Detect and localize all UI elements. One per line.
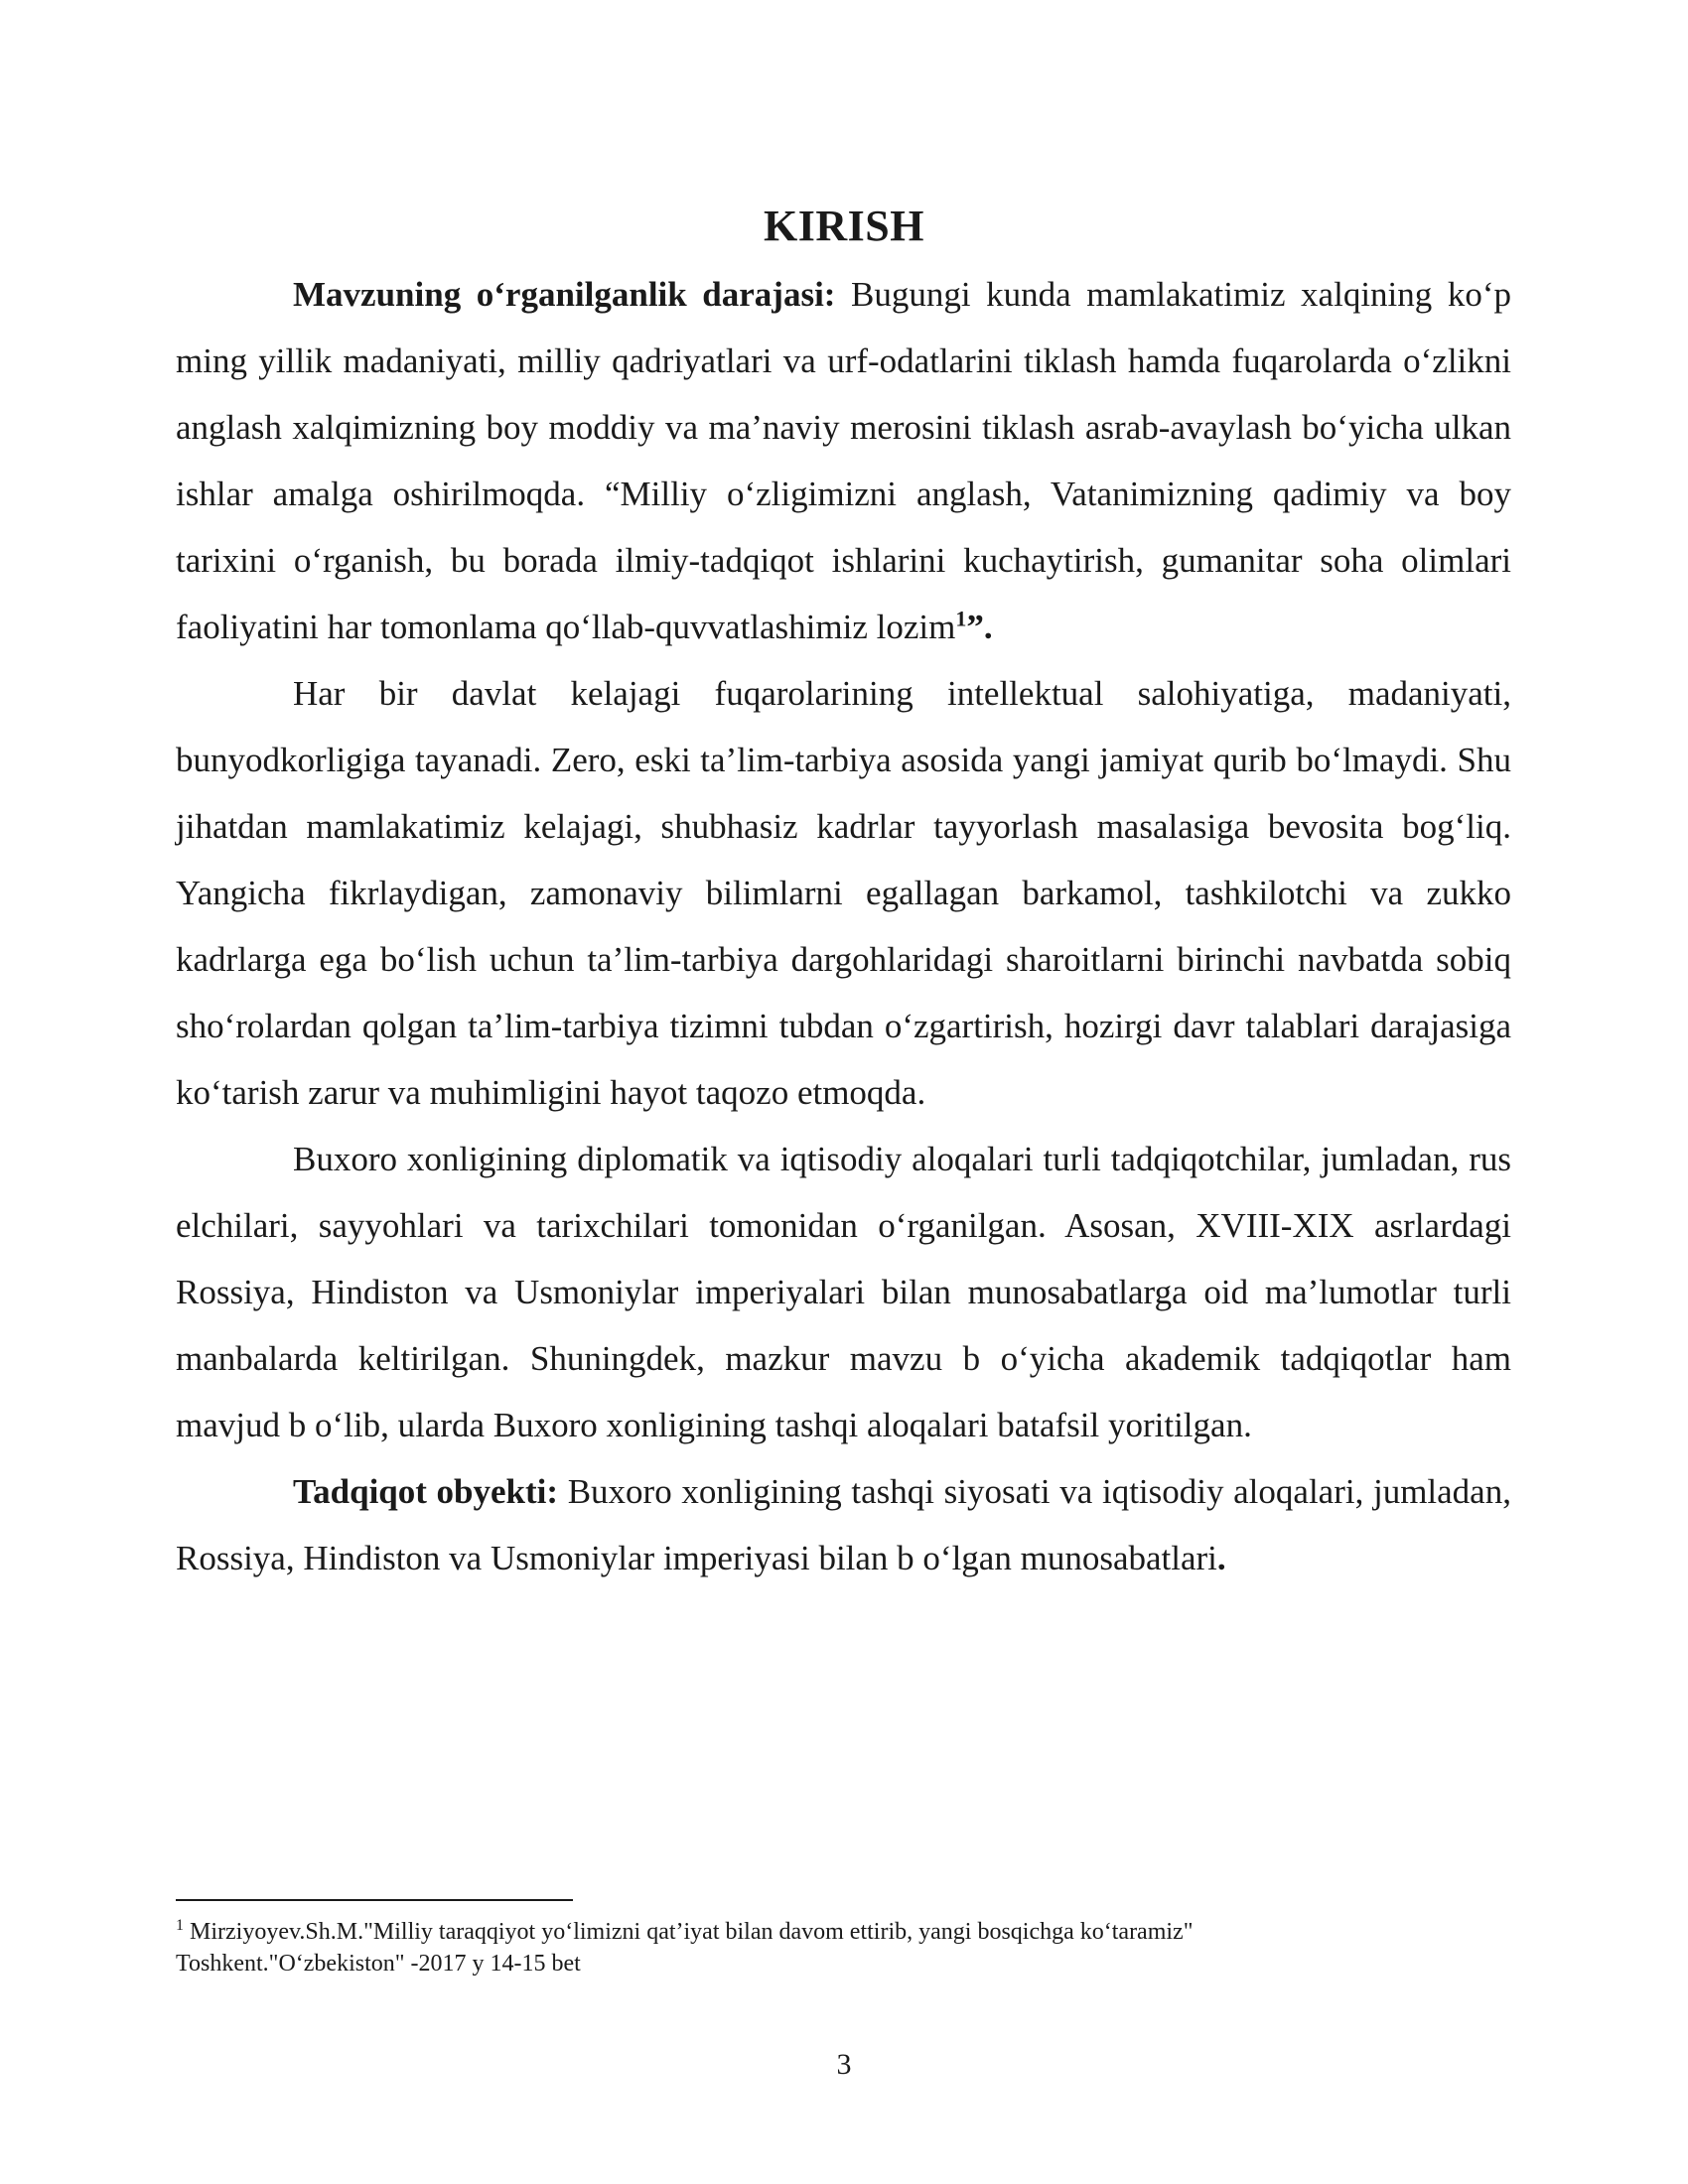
- paragraph-research-degree: [176, 261, 1511, 660]
- footnote-mark: 1: [176, 1917, 184, 1934]
- paragraph-lead: Tadqiqot obyekti:: [293, 1472, 559, 1511]
- paragraph-text: Har bir davlat kelajagi fuqarolarining intellektual salohiyatiga, madaniyati, bunyodkorligiga tayanadi. Zero, eski ta’lim-tarbiya asosida yangi jamiyat qurib bo‘lmaydi. Shu jihatdan mamlakatimiz kelajagi, shubhasiz kadrlar tayyorlash masalasiga bevosita bog‘liq. Yangicha fikrlaydigan, zamonaviy bilimlarni egallagan barkamol, tashkilotchi va zukko kadrlarga ega bo‘lish uchun ta’lim-tarbiya dargohlaridagi sharoitlarni birinchi navbatda sobiq sho‘rolardan qolgan ta’lim-tarbiya tizimni tubdan o‘zgartirish, hozirgi davr talablari darajasiga ko‘tarish zarur va muhimligini hayot taqozo etmoqda.: [176, 674, 1511, 1112]
- paragraph-end-mark: .: [1216, 1539, 1226, 1577]
- paragraph-bukhara-relations: [176, 1126, 1511, 1458]
- page-number: 3: [836, 2048, 852, 2081]
- paragraph-text: Bugungi kunda mamlakatimiz xalqining ko‘p ming yillik madaniyati, milliy qadriyatlari va urf-odatlarini tiklash hamda fuqarolarda o‘zlikni anglash xalqimizning boy moddiy va ma’naviy merosini tiklash asrab-avaylash bo‘yicha ulkan ishlar amalga oshirilmoqda. “Milliy o‘zligimizni anglash, Vatanimizning qadimiy va boy tarixini o‘rganish, bu borada ilmiy-tadqiqot ishlarini kuchaytirish, gumanitar soha olimlari faoliyatini har tomonlama qo‘llab-quvvatlashimiz lozim: [176, 275, 1511, 646]
- body-text: [176, 261, 1511, 1591]
- footnote-line-1: [176, 1916, 1511, 1948]
- paragraph-text: Buxoro xonligining diplomatik va iqtisodiy aloqalari turli tadqiqotchilar, jumladan, rus elchilari, sayyohlari va tarixchilari tomonidan o‘rganilgan. Asosan, XVIII-XIX asrlardagi Rossiya, Hindiston va Usmoniylar imperiyalari bilan munosabatlarga oid ma’lumotlar turli manbalarda keltirilgan. Shuningdek, mazkur mavzu b o‘yicha akademik tadqiqotlar ham mavjud b o‘lib, ularda Buxoro xonligining tashqi aloqalari batafsil yoritilgan.: [176, 1140, 1511, 1444]
- footnote-divider: [176, 1899, 573, 1901]
- quote-close: ”.: [966, 608, 993, 646]
- footnote: [176, 1916, 1511, 1979]
- footnote-line-2: Toshkent."O‘zbekiston" -2017 y 14-15 bet: [176, 1951, 581, 1977]
- paragraph-research-object: [176, 1458, 1511, 1591]
- footnote-reference[interactable]: 1: [955, 606, 967, 631]
- paragraph-state-future: [176, 660, 1511, 1126]
- paragraph-lead: Mavzuning o‘rganilganlik darajasi:: [293, 275, 836, 314]
- footnote-text: Mirziyoyev.Sh.M."Milliy taraqqiyot yo‘limizni qat’iyat bilan davom ettirib, yangi bosqichga ko‘taramiz": [190, 1919, 1194, 1945]
- page-title: KIRISH: [764, 202, 924, 250]
- paragraph-text: Buxoro xonligining tashqi siyosati va iqtisodiy aloqalari, jumladan, Rossiya, Hindiston va Usmoniylar imperiyasi bilan b o‘lgan munosabatlari: [176, 1472, 1511, 1577]
